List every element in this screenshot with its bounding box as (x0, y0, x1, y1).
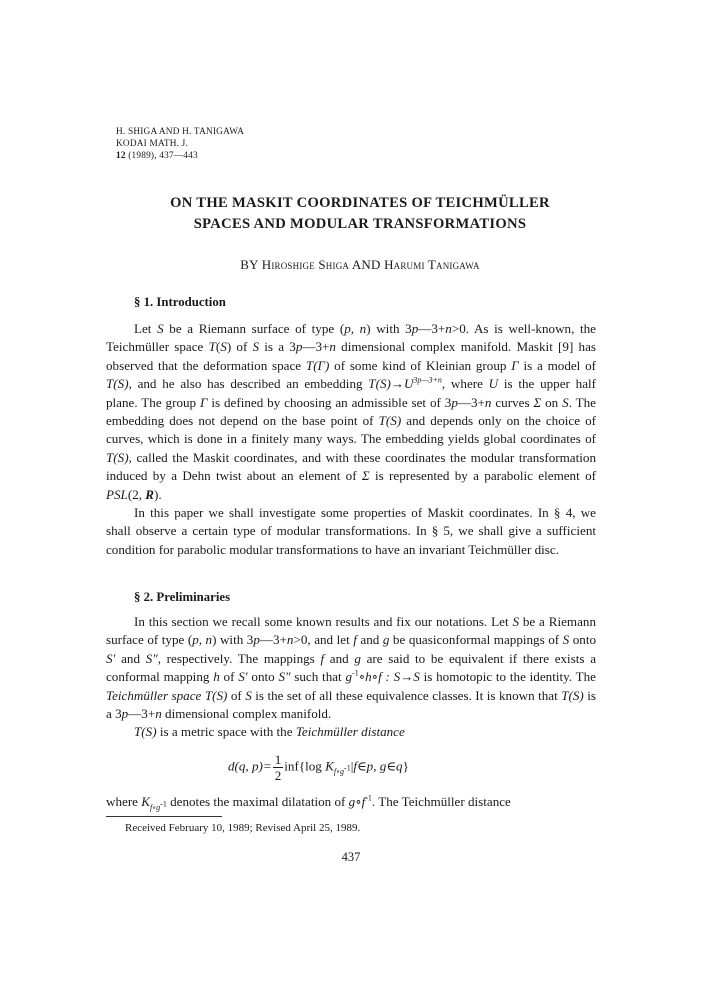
fraction-one-half: $\frac{1}{2}$ (274, 752, 282, 783)
section-1-body (106, 320, 596, 559)
paragraph: T(S) is a metric space with the Teichmüller distance (134, 724, 405, 740)
teichmuller-distance-formula: d(q, p)= $\frac{1}{2}$ inf{log $K_{f\circ g^{-1}}|f\in p$, g∈q} (228, 752, 409, 783)
closing-line: where $K_{f\circ g^{-1}}$ denotes the maximal dilatation of $g\circ f^{-1}$. The Teichmüller distance (106, 793, 511, 812)
byline-by: BY (240, 257, 262, 272)
byline-and: AND (349, 257, 385, 272)
section-heading-preliminaries: § 2. Preliminaries (134, 590, 231, 604)
author-1: Hiroshige Shiga (261, 257, 350, 272)
byline (100, 257, 620, 273)
section-2-body (106, 613, 596, 742)
title-line-2: SPACES AND MODULAR TRANSFORMATIONS (193, 216, 527, 232)
header-volume: 12 (116, 151, 126, 161)
paragraph: In this paper we shall investigate some properties of Maskit coordinates. In § 4, we shall observe a certain type of modular transformations. In § 5, we shall give a sufficient condition for parabolic modular transformations to have an invariant Teichmüller disc. (106, 505, 596, 557)
header-volume-line (116, 150, 244, 162)
author-2: Harumi Tanigawa (384, 257, 480, 272)
section-heading-introduction: § 1. Introduction (134, 295, 226, 309)
header-year-pages: (1989), 437—443 (125, 151, 198, 161)
received-date-footnote: Received February 10, 1989; Revised April 25, 1989. (125, 822, 361, 834)
footnote-rule (106, 816, 222, 817)
page-number: 437 (341, 850, 361, 864)
title-line-1: ON THE MASKIT COORDINATES OF TEICHMÜLLER (170, 195, 550, 211)
header-authors: H. SHIGA AND H. TANIGAWA (116, 127, 245, 137)
paper-title (100, 193, 620, 235)
paragraph: Let S be a Riemann surface of type (p, n) with 3p—3+n>0. As is well-known, the Teichmüller space T(S) of S is a 3p—3+n dimensional complex manifold. Maskit [9] has observed that the deformation space T(Γ) of some kind of Kleinian group Γ is a model of T(S), and he also has described an embedding $T(S)\to U^{3p—3+n}$, where U is the upper half plane. The group Γ is defined by choosing an admissible set of 3p—3+n curves Σ on S. The embedding does not depend on the base point of T(S) and depends only on the choice of curves, which is done in a finitely many ways. The embedding yields global coordinates of T(S), called the Maskit coordinates, and with these coordinates the modular transformation induced by a Dehn twist about an element of Σ is represented by a parabolic element of PSL(2, R). (106, 321, 597, 502)
paragraph: In this section we recall some known results and fix our notations. Let S be a Riemann surface of type (p, n) with 3p—3+n>0, and let f and g be quasiconformal mappings of S onto S′ and S″, respectively. The mappings f and g are said to be equivalent if there exists a conformal mapping h of S′ onto S″ such that $g^{-1}\circ h\circ f$ : S→S is homotopic to the identity. The Teichmüller space T(S) of S is the set of all these equivalence classes. It is known that T(S) is a 3p—3+n dimensional complex manifold. (106, 614, 597, 722)
journal-header (116, 126, 244, 162)
header-journal: KODAI MATH. J. (116, 139, 189, 149)
